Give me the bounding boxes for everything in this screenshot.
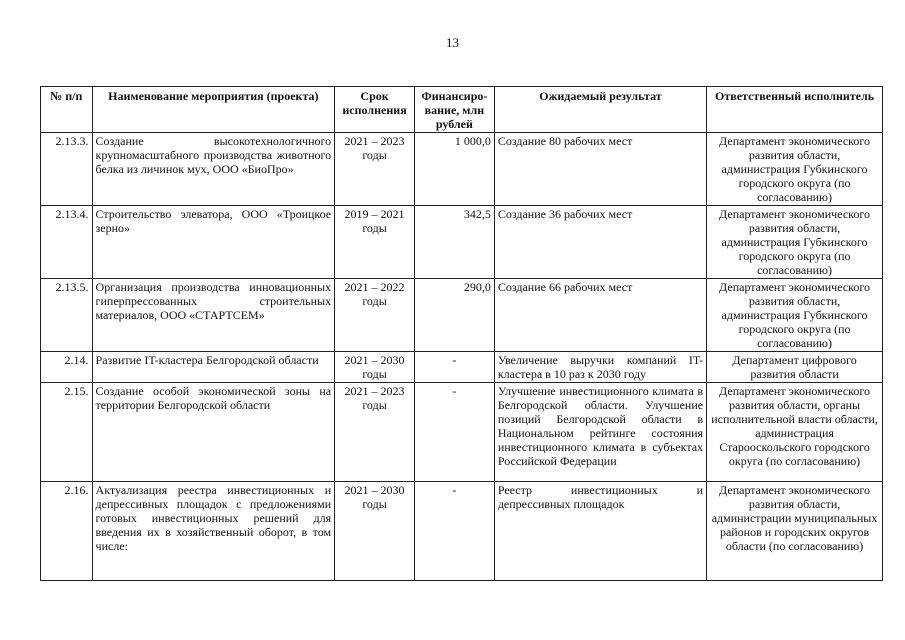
cell-result: Создание 80 рабочих мест [494, 133, 706, 206]
cell-financing: 1 000,0 [414, 133, 494, 206]
cell-result: Улучшение инвестиционного климата в Белгородской области. Улучшение позиций Белгородской области в Национальном рейтинге состояния инвестиционного климата в субъектах Российской Федерации [494, 383, 706, 482]
cell-name: Развитие IT-кластера Белгородской области [92, 352, 335, 383]
header-name: Наименование мероприятия (проекта) [92, 87, 335, 133]
cell-responsible: Департамент экономического развития области, администрация Губкинского городского округа (по согласованию) [707, 206, 883, 279]
header-num: № п/п [41, 87, 93, 133]
cell-num: 2.13.5. [41, 279, 93, 352]
cell-term: 2021 – 2022 годы [335, 279, 415, 352]
table-row [41, 482, 883, 581]
cell-num: 2.15. [41, 383, 93, 482]
header-term: Срок исполнения [335, 87, 415, 133]
cell-result: Создание 36 рабочих мест [494, 206, 706, 279]
page-number: 13 [446, 35, 459, 50]
cell-financing: - [414, 482, 494, 581]
cell-term: 2019 – 2021 годы [335, 206, 415, 279]
table-row [41, 133, 883, 206]
cell-result: Создание 66 рабочих мест [494, 279, 706, 352]
measures-table [40, 86, 883, 581]
cell-financing: 342,5 [414, 206, 494, 279]
cell-num: 2.14. [41, 352, 93, 383]
cell-responsible: Департамент экономического развития области, администрация Губкинского городского округа (по согласованию) [707, 279, 883, 352]
cell-name: Строительство элеватора, ООО «Троицкое зерно» [92, 206, 335, 279]
table-row [41, 383, 883, 482]
cell-term: 2021 – 2023 годы [335, 383, 415, 482]
cell-responsible: Департамент экономического развития области, администрации муниципальных районов и городских округов области (по согласованию) [707, 482, 883, 581]
table-row [41, 206, 883, 279]
cell-responsible: Департамент экономического развития области, органы исполнительной власти области, администрация Старооскольского городского округа (по согласованию) [707, 383, 883, 482]
cell-result: Увеличение выручки компаний IT-кластера в 10 раз к 2030 году [494, 352, 706, 383]
cell-term: 2021 – 2023 годы [335, 133, 415, 206]
header-financing: Финансиро-вание, млн рублей [414, 87, 494, 133]
table-header [41, 87, 883, 133]
cell-num: 2.13.3. [41, 133, 93, 206]
cell-num: 2.13.4. [41, 206, 93, 279]
cell-term: 2021 – 2030 годы [335, 352, 415, 383]
cell-name: Организация производства инновационных гиперпрессованных строительных материалов, ООО «СТАРТСЕМ» [92, 279, 335, 352]
cell-num: 2.16. [41, 482, 93, 581]
cell-financing: - [414, 352, 494, 383]
cell-name: Создание высокотехнологичного крупномасштабного производства животного белка из личинок мух, ООО «БиоПро» [92, 133, 335, 206]
cell-responsible: Департамент цифрового развития области [707, 352, 883, 383]
header-result: Ожидаемый результат [494, 87, 706, 133]
cell-term: 2021 – 2030 годы [335, 482, 415, 581]
cell-financing: - [414, 383, 494, 482]
cell-name: Актуализация реестра инвестиционных и депрессивных площадок с предложениями готовых инвестиционных решений для введения их в хозяйственный оборот, в том числе: [92, 482, 335, 581]
cell-financing: 290,0 [414, 279, 494, 352]
cell-responsible: Департамент экономического развития области, администрация Губкинского городского округа (по согласованию) [707, 133, 883, 206]
header-responsible: Ответственный исполнитель [707, 87, 883, 133]
cell-result: Реестр инвестиционных и депрессивных площадок [494, 482, 706, 581]
table-body [41, 133, 883, 581]
table-row [41, 279, 883, 352]
cell-name: Создание особой экономической зоны на территории Белгородской области [92, 383, 335, 482]
table-row [41, 352, 883, 383]
